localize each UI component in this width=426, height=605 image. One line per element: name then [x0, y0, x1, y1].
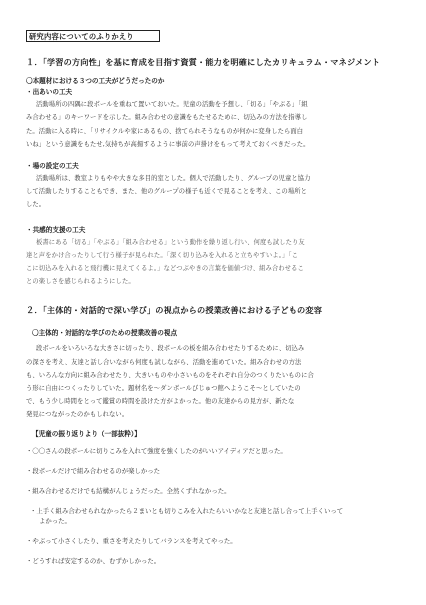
reflection-item: ・段ボールだけで組み合わせるのが楽しかった [26, 467, 161, 475]
document-title-box [26, 30, 160, 42]
paragraph-line: 板書にある「切る」「やぶる」「組み合わせる」という動作を繰り返し行い、何度も試したり友 [36, 239, 305, 246]
paragraph-line: いね」という意識をもたせ,気持ちが高揚するように事前の声掛けをもって考えておくべきだった。 [26, 141, 310, 148]
paragraph-line: 段ボールをいろいろな大きさに切ったり、段ボールの板を組み合わせたりするために、切込み [36, 345, 305, 352]
reflection-item: ・どうすれば安定するのか、むずかしかった。 [26, 557, 161, 565]
block-title-encounter: ・出あいの工夫 [26, 88, 73, 96]
section1-subheading: 〇本題材における３つの工夫がどうだったのか [26, 77, 165, 85]
reflection-item: ・やぶって小さくしたり、重さを考えたりしてバランスを考えてやった。 [26, 537, 237, 545]
paragraph-line: との楽しさを感じられるようにした。 [26, 278, 135, 285]
section2-heading: ２．「主体的・対話的で深い学び」の視点からの授業改善における子どもの変容 [26, 305, 323, 315]
document-title: 研究内容についてのふりかえり [29, 32, 134, 41]
paragraph-line: 活動場所の四隅に段ボールを重ねて置いておいた。児童の活動を予想し、「切る」「やぶる」「組 [36, 101, 308, 108]
paragraph-line: で、もう少し時間をとって鑑賞の時間を設けた方がよかった。他の友達からの見方が、新たな [26, 398, 295, 405]
paragraph-line: した。 [26, 201, 46, 208]
paragraph-line: う形に自由につくったりしていた。題材名を～ダンボールびじゅつ館へようこそ～としていたの [26, 385, 301, 392]
paragraph-line: 発見につながったのかもしれない。 [26, 411, 129, 418]
paragraph-line: た。活動に入る時に、「リサイクルや家にあるもの、捨てられそうなものが何かに変身したら面白 [26, 128, 304, 135]
reflection-item: ・上手く組み合わせられなかったら２まいとも切りこみを入れたらいいかなと友達と話し合って上手くいって [30, 507, 344, 515]
paragraph-line: の深さを考え、友達と話し合いながら何度も試しながら、活動を進めていた。組み合わせの方法 [26, 359, 302, 366]
paragraph-line: も、いろんな方向に組み合わせたり、大きいものや小さいものをそれぞれ自分のつくりたいものに合 [26, 372, 314, 379]
block-title-support: ・共感的支援の工夫 [26, 226, 86, 234]
reflection-item: ・〇〇さんの段ボールに切りこみを入れて強度を強くしたのがいいアイディアだと思った。 [26, 447, 287, 455]
paragraph-line: 活動場所は、教室よりもやや大きな多目的室とした。個人で活動したり、グループの児童と協力 [36, 175, 311, 182]
paragraph-line: 達と声をかけ合ったりして行う様子が見られた。「深く切り込みを入れると立ちやすいよ。」「こ [26, 252, 299, 259]
section2-subheading: 〇主体的・対話的な学びのための授業改善の視点 [32, 329, 178, 337]
paragraph-line: み合わせる」のキーワードを示した。組み合わせの意識をもたせるために、切込みの方法を指導し [26, 114, 308, 121]
reflection-item-continuation: よかった。 [39, 517, 71, 525]
reflection-item: ・組み合わせるだけでも結構がんじょうだった。全然くずれなかった。 [26, 487, 231, 495]
paragraph-line: して活動したりすることもでき、また、他のグループの様子も近くで見ることを考え、この場所と [26, 188, 308, 195]
paragraph-line: こに切込みを入れると飛行機に見えてくるよ。」などつぶやきの言葉を価値づけ、組み合わせるこ [26, 265, 304, 272]
block-title-setting: ・場の設定の工夫 [26, 162, 79, 170]
reflection-heading: 【児童の振り返りより（一部抜粋）】 [32, 430, 141, 438]
section1-heading: １．「学習の方向性」を基に育成を目指す資質・能力を明確にしたカリキュラム・マネジメント [26, 57, 381, 67]
